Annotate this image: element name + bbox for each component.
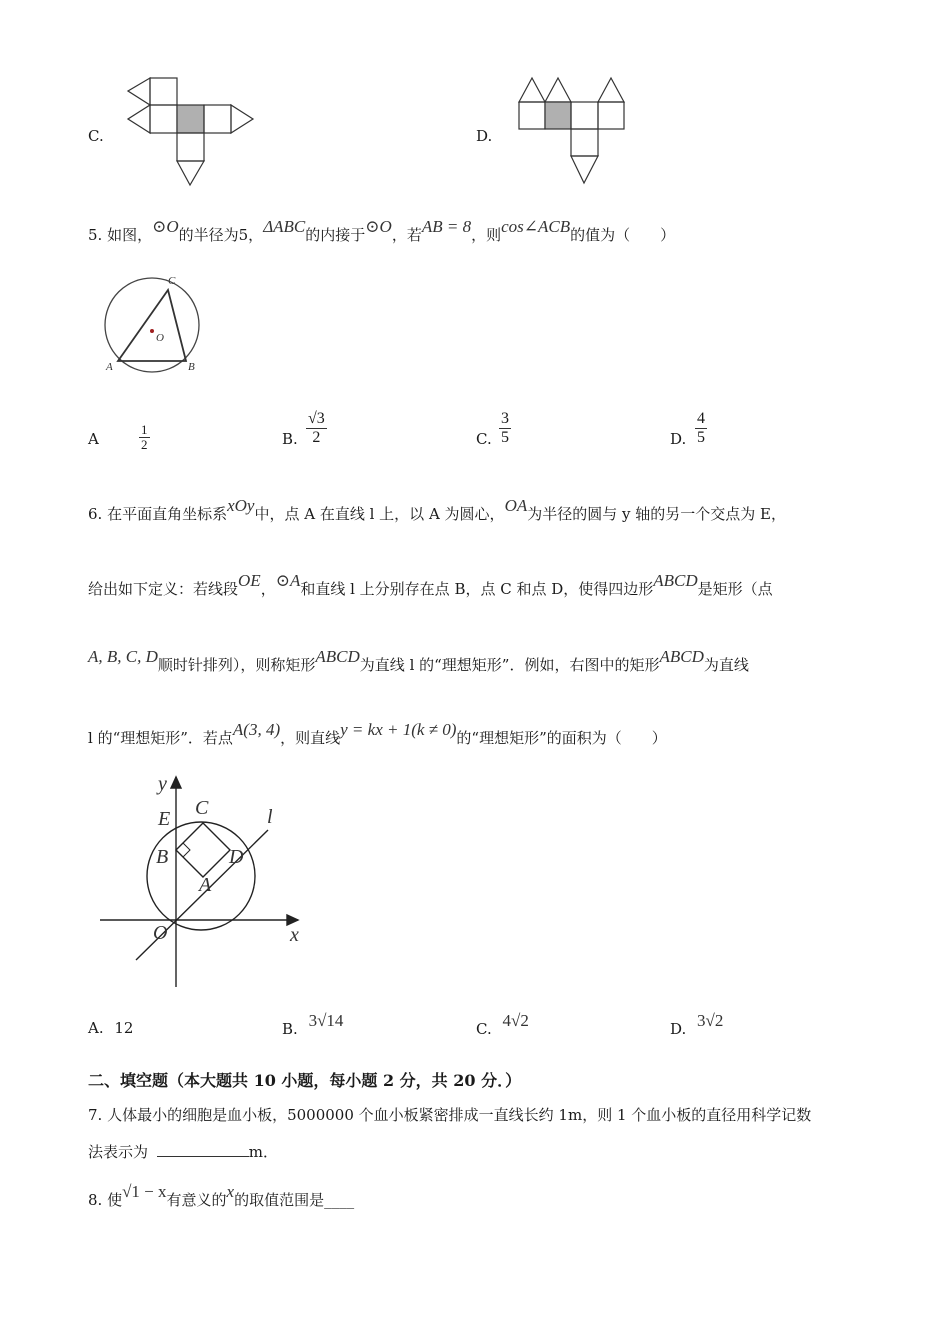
q5-cos-acb: cos∠ACB bbox=[501, 217, 571, 236]
q5-option-d-num: 4 bbox=[697, 410, 705, 427]
q6-l1-oa: OA bbox=[504, 496, 528, 515]
q4-option-d-label[interactable]: D. bbox=[476, 127, 493, 145]
q5-text-3: 的内接于 bbox=[305, 226, 366, 244]
q6-l4-text-c: 的“理想矩形”的面积为（ ） bbox=[456, 729, 667, 747]
q8-text-b: 有意义的 bbox=[166, 1191, 227, 1209]
q6-fig-label-x: x bbox=[290, 924, 299, 946]
q6-l3-abcd: ABCD bbox=[315, 647, 360, 666]
q6-l2-text-c: 和直线 l 上分别存在点 B，点 C 和点 D，使得四边形 bbox=[300, 580, 654, 598]
q6-option-a-label: A. bbox=[88, 1019, 104, 1037]
q5-text-6: 的值为（ ） bbox=[570, 226, 676, 244]
q6-l3-points: A, B, C, D bbox=[88, 647, 158, 666]
q6-option-c-value: 4√2 bbox=[502, 1011, 529, 1030]
q6-option-a[interactable] bbox=[88, 1019, 133, 1037]
q6-fig-label-b: B bbox=[156, 846, 169, 868]
q8-var-x: x bbox=[226, 1182, 235, 1201]
q5-option-b-num: √3 bbox=[308, 410, 325, 427]
q6-l1-text-a: 在平面直角坐标系 bbox=[107, 505, 228, 523]
q5-option-c-label[interactable]: C. bbox=[476, 430, 492, 448]
q6-l1-text-b: 中，点 A 在直线 l 上，以 A 为圆心， bbox=[254, 505, 505, 523]
q6-fig-label-d: D bbox=[229, 846, 244, 868]
q6-option-d[interactable] bbox=[670, 1011, 724, 1039]
q6-l3-text-b: 为直线 l 的“理想矩形”．例如，右图中的矩形 bbox=[359, 656, 660, 674]
q6-option-d-label: D. bbox=[670, 1020, 687, 1038]
q5-fig-label-c: C bbox=[168, 275, 176, 287]
q5-fig-label-b: B bbox=[188, 361, 195, 373]
q5-text-5: ，则 bbox=[471, 226, 502, 244]
q5-option-b-label[interactable]: B. bbox=[282, 430, 298, 448]
q5-text-2: 的半径为5， bbox=[178, 226, 264, 244]
q4-option-c-label[interactable]: C. bbox=[88, 127, 104, 145]
q5-option-d-den: 5 bbox=[697, 429, 705, 446]
q8-text-c: 的取值范围是____ bbox=[234, 1191, 355, 1209]
q5-option-b-den: 2 bbox=[312, 429, 321, 446]
q5-option-c-num: 3 bbox=[501, 410, 509, 427]
q6-option-b[interactable] bbox=[282, 1011, 344, 1039]
q6-number: 6. bbox=[88, 505, 103, 523]
q5-option-a-num: 1 bbox=[141, 422, 148, 437]
q6-fig-label-l: l bbox=[267, 806, 273, 828]
q6-l1-text-c: 为半径的圆与 y 轴的另一个交点为 E， bbox=[527, 505, 786, 523]
q7-unit: m． bbox=[248, 1143, 279, 1161]
q6-l4-line-eq: y = kx + 1(k ≠ 0) bbox=[340, 720, 457, 739]
q8-line bbox=[88, 1182, 355, 1210]
q5-fig-label-o: O bbox=[156, 332, 164, 344]
q7-answer-blank[interactable] bbox=[157, 1156, 249, 1157]
q5-option-c-den: 5 bbox=[501, 429, 509, 446]
q6-fig-label-y: y bbox=[158, 773, 167, 795]
q6-l2-text-a: 给出如下定义：若线段 bbox=[88, 580, 239, 598]
q6-fig-label-o: O bbox=[153, 922, 168, 944]
q7-line-1: 7. 人体最小的细胞是血小板，5000000 个血小板紧密排成一直线长约 1m，则 1 个血小板的直径用科学记数 bbox=[88, 1106, 812, 1124]
q7-line-2-text: 法表示为 bbox=[88, 1143, 149, 1161]
q6-l2-oe: OE bbox=[238, 571, 261, 590]
q6-option-d-value: 3√2 bbox=[697, 1011, 724, 1030]
q5-option-a-label[interactable]: A bbox=[88, 430, 99, 448]
q5-triangle-abc: ΔABC bbox=[263, 217, 306, 236]
q7-line-2 bbox=[88, 1141, 278, 1162]
q5-option-a-den: 2 bbox=[141, 437, 148, 452]
q5-option-d-label[interactable]: D. bbox=[670, 430, 687, 448]
q6-l2-text-b: ， bbox=[260, 580, 276, 598]
q5-circle-o: ⊙O bbox=[152, 217, 179, 236]
q5-text-4: ，若 bbox=[391, 226, 422, 244]
q6-option-a-value: 12 bbox=[114, 1019, 134, 1037]
q5-text-1: 如图， bbox=[107, 226, 153, 244]
q6-l4-point-a: A(3, 4) bbox=[232, 720, 281, 739]
q6-fig-label-e: E bbox=[158, 808, 171, 830]
q6-option-b-label: B. bbox=[282, 1020, 298, 1038]
q6-l4-text-a: l 的“理想矩形”．若点 bbox=[88, 729, 233, 747]
q8-sqrt-expr: √1 − x bbox=[122, 1182, 167, 1201]
q6-fig-label-c: C bbox=[195, 797, 209, 819]
section-2-heading: 二、填空题（本大题共 10 小题，每小题 2 分，共 20 分．） bbox=[88, 1071, 522, 1090]
q6-l2-abcd: ABCD bbox=[653, 571, 698, 590]
q5-circle-o-2: ⊙O bbox=[365, 217, 392, 236]
q6-l4-text-b: ，则直线 bbox=[280, 729, 341, 747]
q6-l3-text-c: 为直线 bbox=[703, 656, 749, 674]
q6-l1-xoy: xOy bbox=[227, 496, 255, 515]
q6-l2-text-d: 是矩形（点 bbox=[697, 580, 773, 598]
q8-text-a: 8. 使 bbox=[88, 1191, 123, 1209]
q6-option-b-value: 3√14 bbox=[308, 1011, 344, 1030]
q6-l3-text-a: 顺时针排列），则称矩形 bbox=[157, 656, 316, 674]
q5-number: 5. bbox=[88, 226, 103, 244]
q6-l2-circle-a: ⊙A bbox=[275, 571, 301, 590]
q6-fig-label-a: A bbox=[199, 874, 212, 896]
q6-option-c[interactable] bbox=[476, 1011, 529, 1039]
q5-ab-equals: AB = 8 bbox=[421, 217, 472, 236]
q6-l3-abcd-2: ABCD bbox=[659, 647, 704, 666]
q5-fig-label-a: A bbox=[106, 361, 113, 373]
q6-option-c-label: C. bbox=[476, 1020, 492, 1038]
